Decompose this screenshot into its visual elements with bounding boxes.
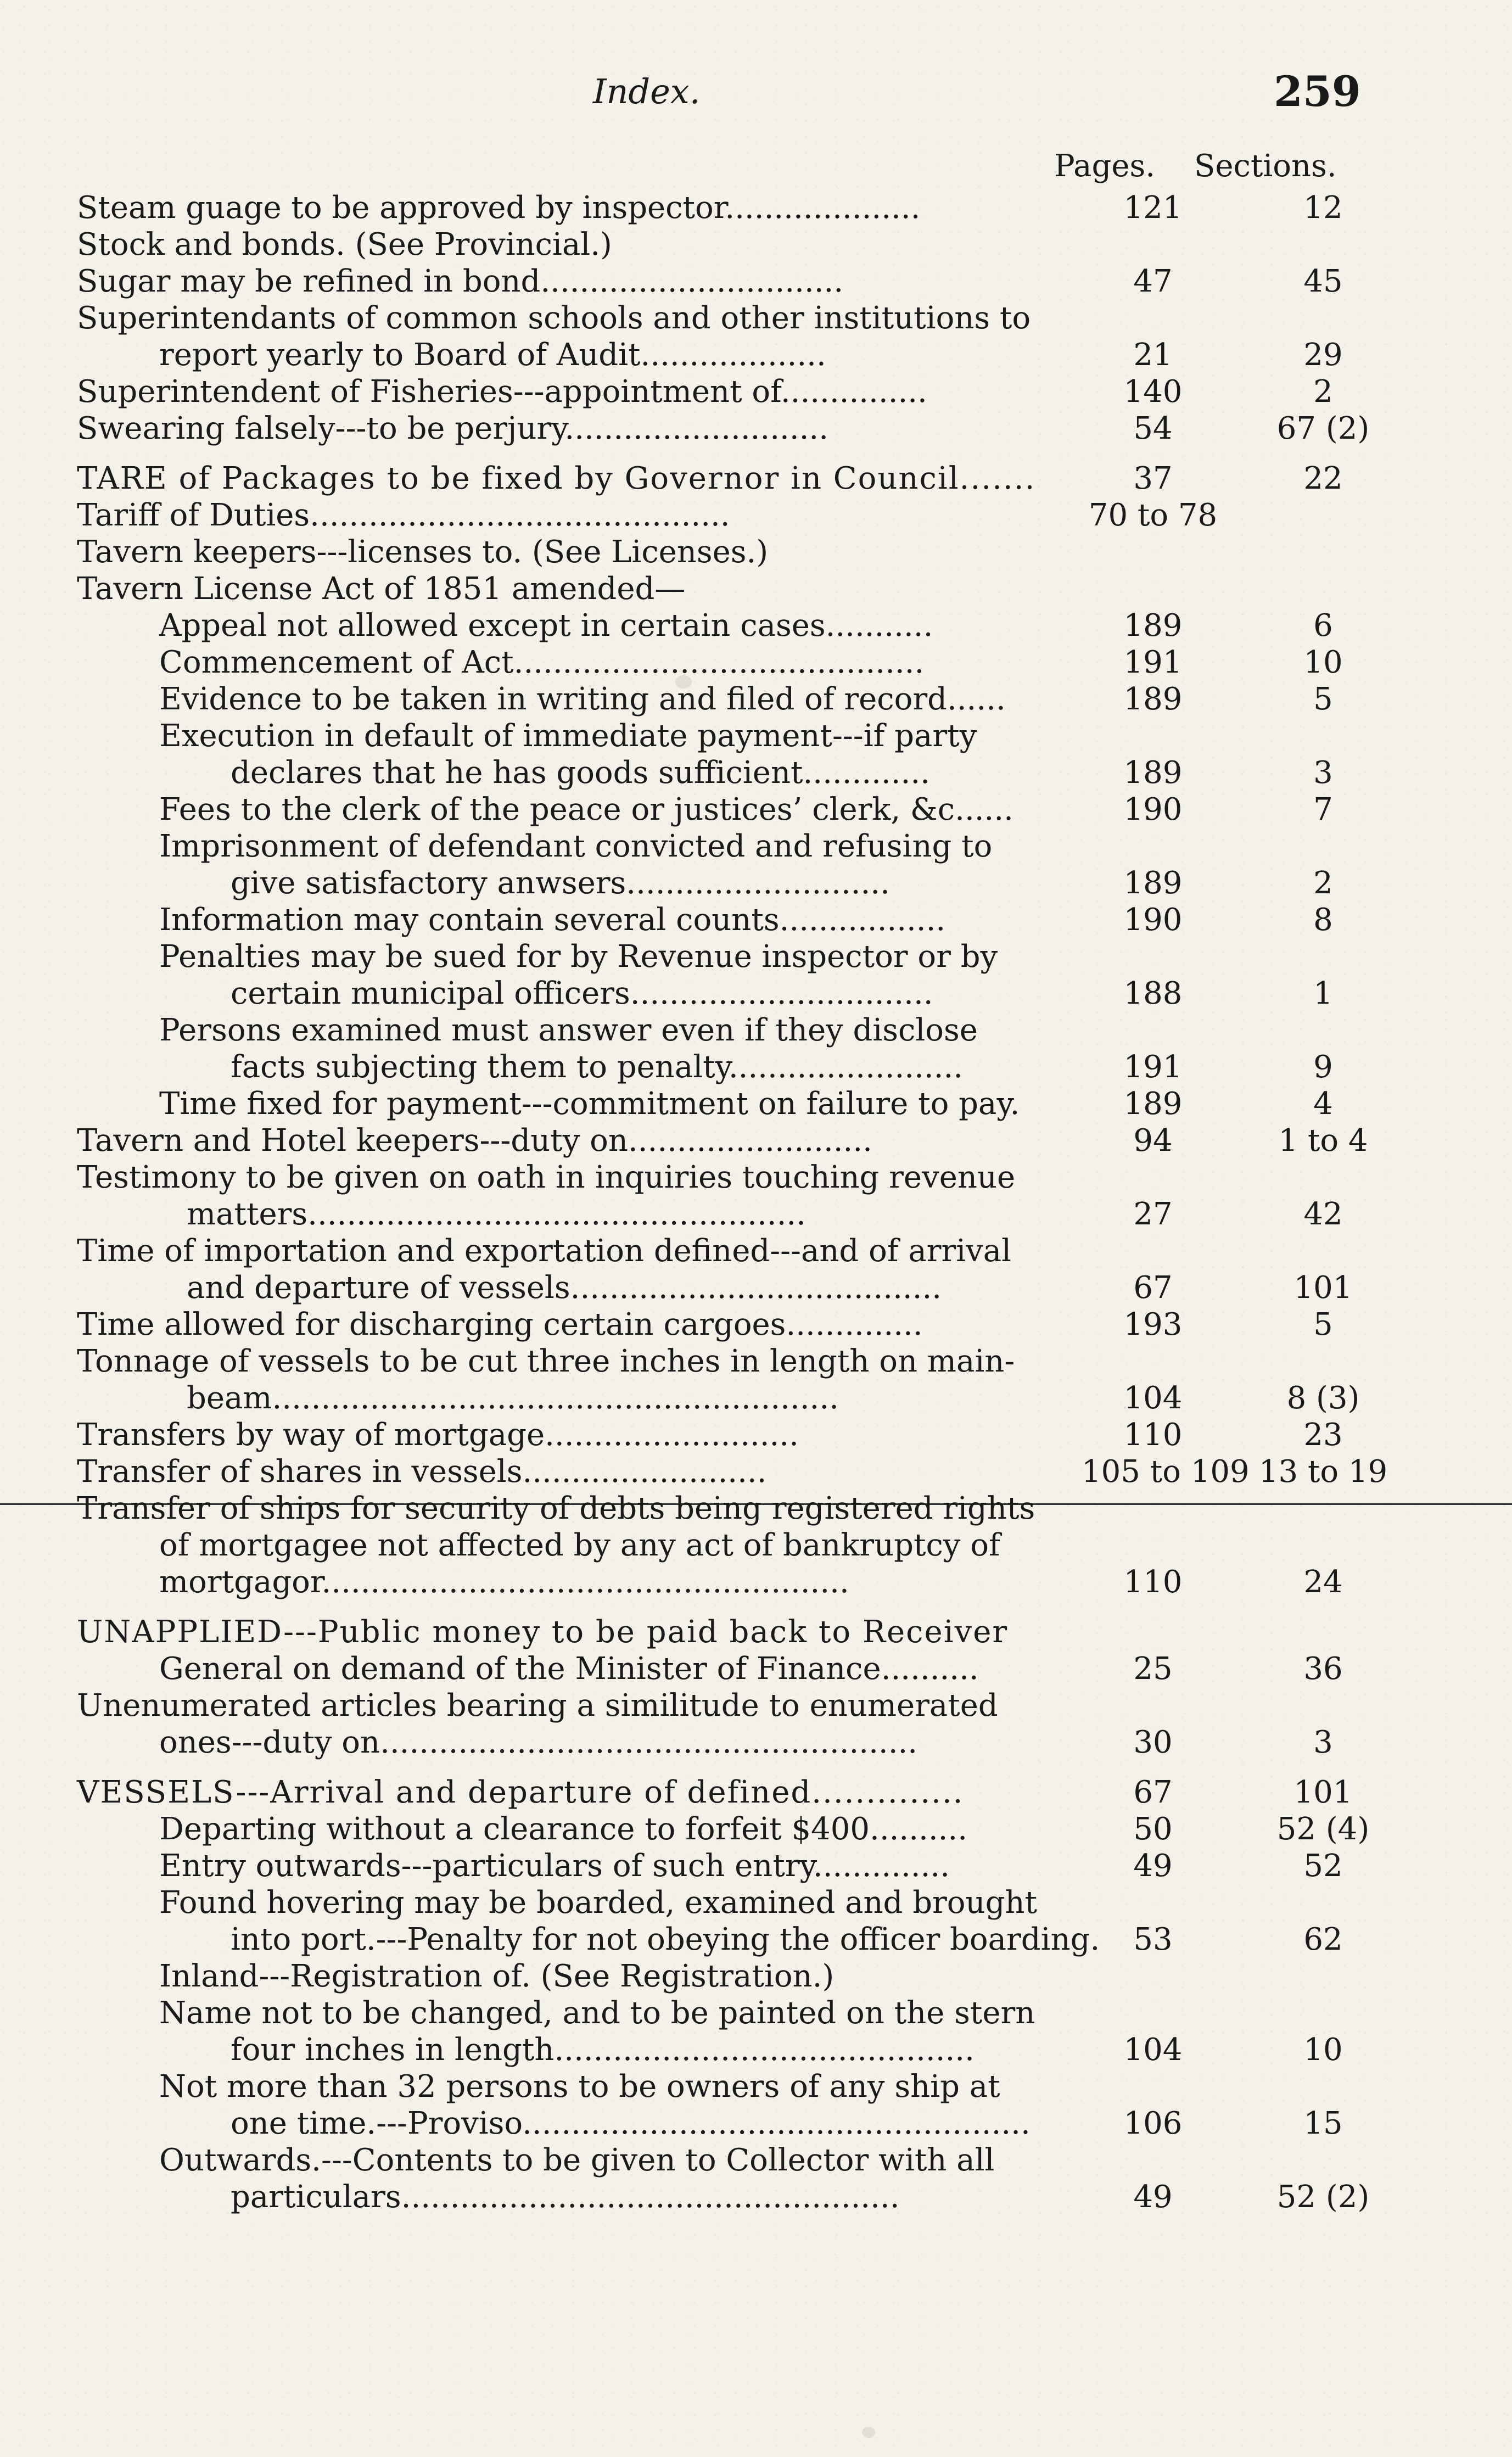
index-entry xyxy=(77,975,1482,1012)
entry-text: declares that he has goods sufficient............. xyxy=(231,755,930,791)
index-entry xyxy=(77,607,1482,644)
entry-sections: 5 xyxy=(1313,1307,1333,1342)
index-entry xyxy=(77,1490,1482,1527)
entry-sections: 52 (2) xyxy=(1276,2179,1370,2215)
entry-sections: 8 xyxy=(1313,902,1333,938)
entry-text: Found hovering may be boarded, examined and brought xyxy=(159,1885,1038,1921)
entry-sections: 67 (2) xyxy=(1276,411,1370,446)
entry-pages: 30 xyxy=(1133,1725,1173,1760)
index-entry xyxy=(77,791,1482,828)
entry-sections: 22 xyxy=(1303,461,1343,496)
entry-sections: 6 xyxy=(1313,608,1333,643)
entry-pages: 189 xyxy=(1123,1086,1183,1122)
entry-pages: 110 xyxy=(1123,1417,1183,1453)
index-entry xyxy=(77,1995,1482,2031)
entry-sections: 12 xyxy=(1303,190,1343,226)
entry-pages: 47 xyxy=(1133,264,1173,299)
entry-sections: 9 xyxy=(1313,1049,1333,1085)
entry-sections: 7 xyxy=(1313,792,1333,827)
entry-sections: 10 xyxy=(1303,645,1343,680)
entry-text: Tavern License Act of 1851 amended— xyxy=(77,571,686,607)
entry-pages: 121 xyxy=(1123,190,1183,226)
index-entry xyxy=(77,902,1482,938)
entry-text: Evidence to be taken in writing and filed of record...... xyxy=(159,681,1006,717)
index-entry xyxy=(77,754,1482,791)
index-entry xyxy=(77,1921,1482,1958)
entry-text: Transfer of ships for security of debts being registered rights xyxy=(77,1491,1035,1526)
entry-text: Tavern and Hotel keepers---duty on......................... xyxy=(77,1123,872,1158)
index-entry xyxy=(77,1614,1482,1650)
entry-text: Departing without a clearance to forfeit $400.......... xyxy=(159,1811,968,1847)
index-entry xyxy=(77,644,1482,681)
index-entry xyxy=(77,337,1482,373)
entry-text: Testimony to be given on oath in inquiries touching revenue xyxy=(77,1160,1016,1195)
entry-pages: 49 xyxy=(1133,2179,1173,2215)
entry-text: Fees to the clerk of the peace or justices’ clerk, &c...... xyxy=(159,792,1013,827)
entry-sections: 3 xyxy=(1313,755,1333,791)
index-entry xyxy=(77,865,1482,902)
entry-pages: 49 xyxy=(1133,1848,1173,1884)
entry-pages: 189 xyxy=(1123,681,1183,717)
ink-blot xyxy=(862,2427,875,2438)
entry-text: Superintendants of common schools and other institutions to xyxy=(77,300,1031,336)
entry-text: particulars................................................... xyxy=(231,2179,900,2215)
index-entry xyxy=(77,1159,1482,1196)
index-entry xyxy=(77,1343,1482,1380)
index-entry xyxy=(77,460,1482,497)
page-header xyxy=(0,67,1512,126)
entry-text: matters................................................... xyxy=(187,1196,806,1232)
index-entry xyxy=(77,1527,1482,1564)
index-entry xyxy=(77,1848,1482,1884)
index-entry xyxy=(77,1085,1482,1122)
entry-text: and departure of vessels...................................... xyxy=(187,1270,942,1306)
entry-text: Execution in default of immediate payment---if party xyxy=(159,718,977,754)
entry-text: beam.......................................................... xyxy=(187,1380,839,1416)
entry-sections: 42 xyxy=(1303,1196,1343,1232)
entry-sections: 24 xyxy=(1303,1564,1343,1600)
index-entry xyxy=(77,226,1482,263)
index-entry xyxy=(77,1122,1482,1159)
entry-text: Swearing falsely---to be perjury........................... xyxy=(77,411,829,446)
index-entry xyxy=(77,1417,1482,1453)
entry-text: facts subjecting them to penalty........................ xyxy=(231,1049,964,1085)
entry-text: Transfer of shares in vessels......................... xyxy=(77,1454,767,1490)
entry-pages: 104 xyxy=(1123,1380,1183,1416)
index-entry xyxy=(77,1884,1482,1921)
index-entry xyxy=(77,1453,1482,1490)
index-entry xyxy=(77,1958,1482,1995)
entry-text: Appeal not allowed except in certain cases........... xyxy=(159,608,933,643)
index-entry xyxy=(77,718,1482,754)
index-entry xyxy=(77,828,1482,865)
index-entry xyxy=(77,2105,1482,2142)
entry-pages: 190 xyxy=(1123,792,1183,827)
page-number: 259 xyxy=(1274,67,1361,116)
entry-sections: 2 xyxy=(1313,374,1333,410)
entry-text: Tonnage of vessels to be cut three inches in length on main- xyxy=(77,1344,1015,1379)
entry-pages: 67 xyxy=(1133,1775,1173,1810)
index-entry xyxy=(77,681,1482,718)
entry-sections: 29 xyxy=(1303,337,1343,373)
entry-sections: 8 (3) xyxy=(1286,1380,1360,1416)
entry-pages: 189 xyxy=(1123,865,1183,901)
entry-text: Information may contain several counts................. xyxy=(159,902,946,938)
entry-sections: 5 xyxy=(1313,681,1333,717)
entry-text: Inland---Registration of. (See Registration.) xyxy=(159,1958,835,1994)
entry-sections: 1 xyxy=(1313,976,1333,1011)
entry-text: Steam guage to be approved by inspector.................... xyxy=(77,190,921,226)
index-entry xyxy=(77,1233,1482,1269)
entry-sections: 101 xyxy=(1293,1775,1353,1810)
entry-text: certain municipal officers............................... xyxy=(231,976,933,1011)
page-title: Index. xyxy=(593,71,701,111)
entry-text: Persons examined must answer even if they disclose xyxy=(159,1012,978,1048)
entry-pages: 94 xyxy=(1133,1123,1173,1158)
index-entry xyxy=(77,410,1482,447)
entry-text: General on demand of the Minister of Finance.......... xyxy=(159,1651,979,1687)
entry-sections: 45 xyxy=(1303,264,1343,299)
entry-sections: 13 to 19 xyxy=(1258,1454,1388,1490)
entry-pages: 37 xyxy=(1133,461,1173,496)
index-entry xyxy=(77,938,1482,975)
sections-column-header: Sections. xyxy=(1194,148,1337,184)
entry-pages: 190 xyxy=(1123,902,1183,938)
entry-sections: 2 xyxy=(1313,865,1333,901)
entry-text: Entry outwards---particulars of such entry.............. xyxy=(159,1848,950,1884)
entry-text: Penalties may be sued for by Revenue inspector or by xyxy=(159,939,998,975)
index-entry xyxy=(77,1380,1482,1417)
entry-sections: 15 xyxy=(1303,2106,1343,2141)
entry-pages: 27 xyxy=(1133,1196,1173,1232)
entry-text: into port.---Penalty for not obeying the officer boarding. xyxy=(231,1922,1100,1957)
entry-text: Commencement of Act.......................................... xyxy=(159,645,925,680)
entry-pages: 21 xyxy=(1133,337,1173,373)
index-entry xyxy=(77,1196,1482,1233)
index-entry xyxy=(77,1811,1482,1848)
entry-pages: 106 xyxy=(1123,2106,1183,2141)
index-entry xyxy=(77,2142,1482,2179)
entry-text: ones---duty on....................................................... xyxy=(159,1725,918,1760)
entry-text: Transfers by way of mortgage.......................... xyxy=(77,1417,799,1453)
entry-text: Not more than 32 persons to be owners of any ship at xyxy=(159,2069,1000,2105)
index-entry xyxy=(77,1774,1482,1811)
entry-pages: 105 to 109 xyxy=(1082,1454,1250,1490)
index-entry xyxy=(77,570,1482,607)
index-entry xyxy=(77,263,1482,300)
entry-text: one time.---Proviso.................................................... xyxy=(231,2106,1031,2141)
entry-sections: 3 xyxy=(1313,1725,1333,1760)
index-entry xyxy=(77,2031,1482,2068)
entry-pages: 104 xyxy=(1123,2032,1183,2068)
index-entry xyxy=(77,2179,1482,2215)
entry-text: VESSELS---Arrival and departure of defined.............. xyxy=(77,1775,964,1810)
index-entry xyxy=(77,1724,1482,1761)
entry-pages: 70 to 78 xyxy=(1088,497,1218,533)
entry-text: Outwards.---Contents to be given to Collector with all xyxy=(159,2142,995,2178)
entry-text: mortgagor...................................................... xyxy=(159,1564,849,1600)
index-entry xyxy=(77,1687,1482,1724)
entry-text: Time allowed for discharging certain cargoes.............. xyxy=(77,1307,923,1342)
entry-sections: 52 xyxy=(1303,1848,1343,1884)
entry-pages: 193 xyxy=(1123,1307,1183,1342)
entry-pages: 191 xyxy=(1123,645,1183,680)
index-entry xyxy=(77,1650,1482,1687)
entry-text: Time of importation and exportation defined---and of arrival xyxy=(77,1233,1012,1269)
entry-sections: 23 xyxy=(1303,1417,1343,1453)
index-entry xyxy=(77,1049,1482,1085)
entry-text: Tavern keepers---licenses to. (See Licenses.) xyxy=(77,534,769,570)
entry-text: Unenumerated articles bearing a similitude to enumerated xyxy=(77,1688,998,1723)
index-entry xyxy=(77,300,1482,337)
entry-pages: 189 xyxy=(1123,608,1183,643)
entry-text: Name not to be changed, and to be painted on the stern xyxy=(159,1995,1035,2031)
entry-text: Sugar may be refined in bond............................... xyxy=(77,264,844,299)
entry-pages: 50 xyxy=(1133,1811,1173,1847)
index-list xyxy=(77,189,1482,2215)
index-entry xyxy=(77,497,1482,534)
index-entry xyxy=(77,373,1482,410)
entry-text: Stock and bonds. (See Provincial.) xyxy=(77,227,612,262)
entry-sections: 62 xyxy=(1303,1922,1343,1957)
pages-column-header: Pages. xyxy=(1054,148,1156,184)
entry-sections: 36 xyxy=(1303,1651,1343,1687)
entry-pages: 191 xyxy=(1123,1049,1183,1085)
index-entry xyxy=(77,189,1482,226)
entry-pages: 188 xyxy=(1123,976,1183,1011)
entry-pages: 140 xyxy=(1123,374,1183,410)
entry-sections: 10 xyxy=(1303,2032,1343,2068)
entry-text: of mortgagee not affected by any act of bankruptcy of xyxy=(159,1527,1000,1563)
entry-text: Imprisonment of defendant convicted and refusing to xyxy=(159,829,993,864)
index-entry xyxy=(77,1306,1482,1343)
index-entry xyxy=(77,2068,1482,2105)
entry-sections: 1 to 4 xyxy=(1278,1123,1368,1158)
column-headers xyxy=(0,148,1512,192)
entry-sections: 4 xyxy=(1313,1086,1333,1122)
entry-text: give satisfactory anwsers........................... xyxy=(231,865,890,901)
entry-pages: 25 xyxy=(1133,1651,1173,1687)
index-entry xyxy=(77,1269,1482,1306)
entry-pages: 54 xyxy=(1133,411,1173,446)
index-entry xyxy=(77,1012,1482,1049)
entry-text: Time fixed for payment---commitment on failure to pay. xyxy=(159,1086,1020,1122)
entry-text: TARE of Packages to be fixed by Governor in Council....... xyxy=(77,461,1036,496)
entry-text: four inches in length........................................... xyxy=(231,2032,975,2068)
entry-text: report yearly to Board of Audit................... xyxy=(159,337,826,373)
entry-sections: 52 (4) xyxy=(1276,1811,1370,1847)
entry-pages: 67 xyxy=(1133,1270,1173,1306)
entry-text: Tariff of Duties........................................... xyxy=(77,497,730,533)
entry-pages: 189 xyxy=(1123,755,1183,791)
entry-text: UNAPPLIED---Public money to be paid back to Receiver xyxy=(77,1614,1009,1650)
entry-sections: 101 xyxy=(1293,1270,1353,1306)
index-entry xyxy=(77,1564,1482,1600)
entry-pages: 53 xyxy=(1133,1922,1173,1957)
index-entry xyxy=(77,534,1482,570)
entry-text: Superintendent of Fisheries---appointment of............... xyxy=(77,374,927,410)
entry-pages: 110 xyxy=(1123,1564,1183,1600)
